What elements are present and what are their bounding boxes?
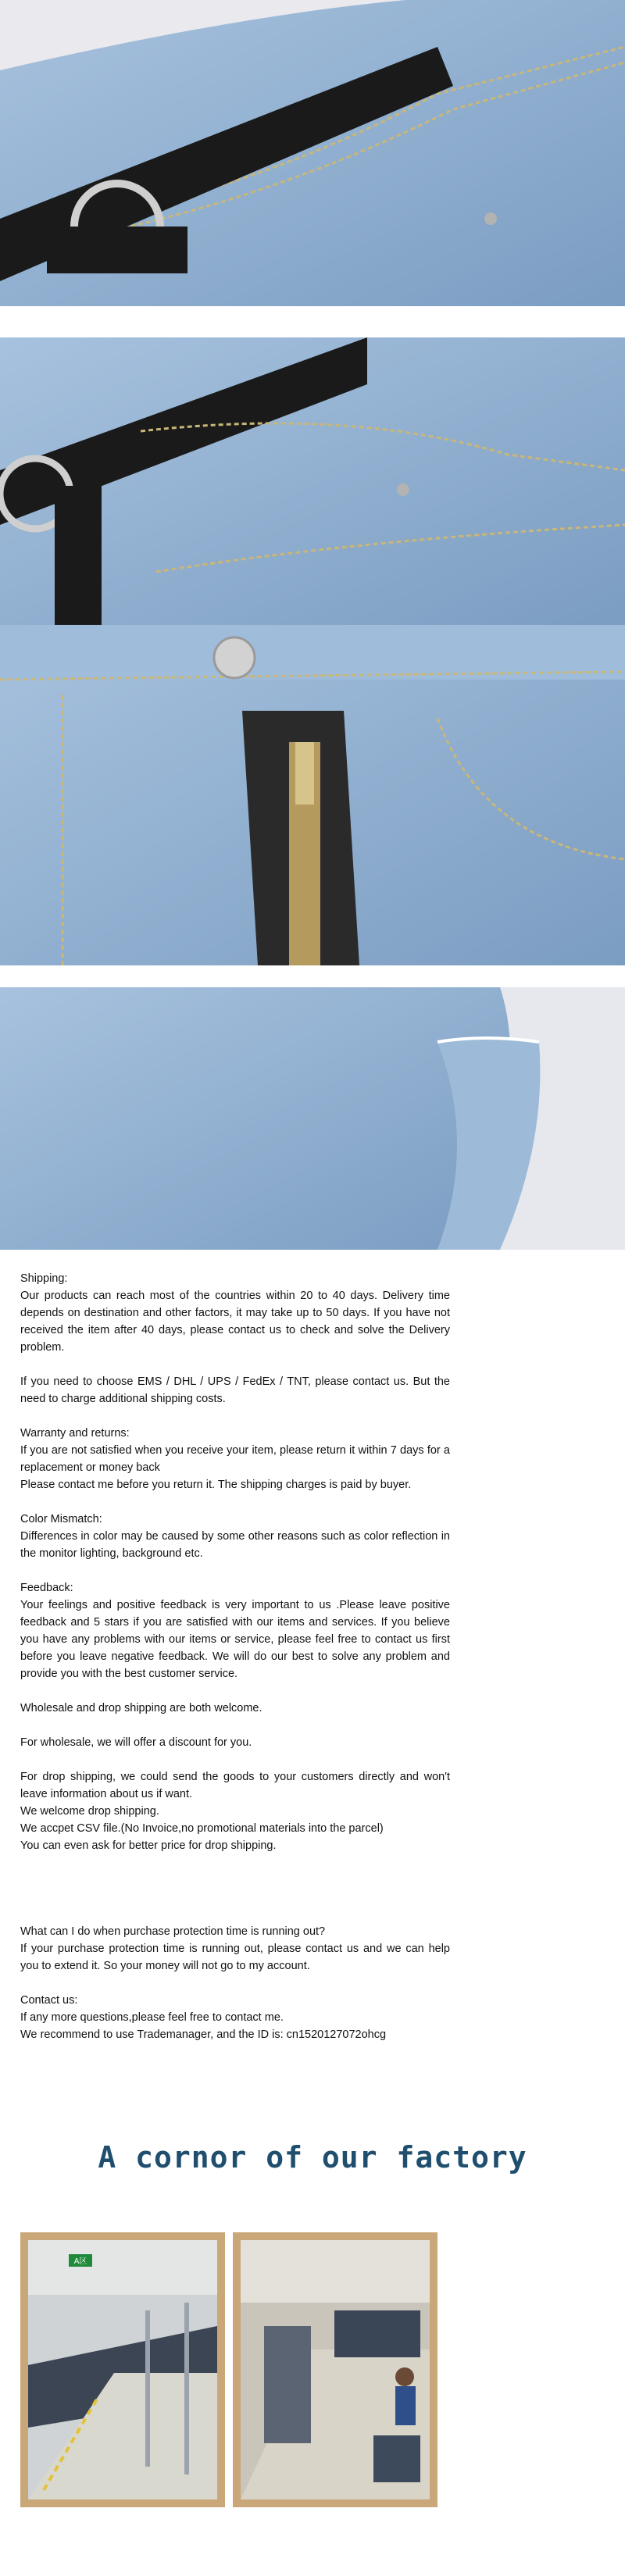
jeans-zipper-photo (0, 625, 625, 965)
paragraph-gap (20, 1562, 450, 1579)
policy-paragraph: Contact us: (20, 1994, 78, 2007)
policy-paragraph: Your feelings and positive feedback is very important to us .Please leave positive feedback and 5 stars if you are satisfied with our items and services. If you believe you have any problems with our items or service, please feel free to contact us first before you leave negative feedback. We will do our best to solve any problem and provide you with the best customer service. (20, 1599, 450, 1680)
factory-photo-right (233, 2232, 438, 2507)
cuff-photo-icon (0, 987, 625, 1250)
policy-paragraph: You can even ask for better price for drop shipping. (20, 1839, 277, 1852)
paragraph-gap (20, 1493, 450, 1511)
paragraph-gap (20, 1408, 450, 1425)
paragraph-gap (20, 1975, 450, 1992)
policy-paragraph: If you need to choose EMS / DHL / UPS / FedEx / TNT, please contact us. But the need to charge additional shipping costs. (20, 1375, 450, 1405)
policy-paragraph: If your purchase protection time is running out, please contact us and we can help you to extend it. So your money will not go to my account. (20, 1943, 450, 1972)
factory-title: A cornor of our factory (98, 2140, 527, 2175)
policy-paragraph: Wholesale and drop shipping are both welcome. (20, 1702, 262, 1714)
jeans-belt-photo-1 (0, 0, 625, 306)
paragraph-gap (20, 1889, 450, 1906)
policy-paragraph: We recommend to use Trademanager, and the ID is: cn1520127072ohcg (20, 2028, 387, 2041)
policy-paragraph: We welcome drop shipping. (20, 1805, 159, 1818)
policy-paragraph: For wholesale, we will offer a discount for you. (20, 1736, 252, 1749)
belt-pocket-photo-icon (0, 337, 625, 625)
policy-paragraph: What can I do when purchase protection time is running out? (20, 1925, 326, 1938)
policy-paragraph: If you are not satisfied when you receive your item, please return it within 7 days for a replacement or money back (20, 1444, 450, 1474)
factory-workers-photo-icon (241, 2240, 430, 2499)
jeans-belt-photo-2 (0, 337, 625, 625)
policy-paragraph: Please contact me before you return it. The shipping charges is paid by buyer. (20, 1479, 412, 1491)
paragraph-gap (20, 1854, 450, 1871)
belt-buckle-photo-icon (0, 0, 625, 306)
policy-paragraph: Our products can reach most of the countries within 20 to 40 days. Delivery time depends on destination and other factors, it may take up to 50 days. If you have not received the item after 40 days, please contact us to check and solve the Delivery problem. (20, 1290, 450, 1354)
policy-paragraph: If any more questions,please feel free to contact me. (20, 2011, 284, 2024)
policy-paragraph: We accpet CSV file.(No Invoice,no promotional materials into the parcel) (20, 1822, 384, 1835)
paragraph-gap (20, 1871, 450, 1889)
policy-paragraph: For drop shipping, we could send the goods to your customers directly and won't leave information about us if want. (20, 1771, 450, 1800)
factory-photo-left (20, 2232, 225, 2507)
factory-sign-text: A区 (73, 2257, 88, 2266)
jeans-cuff-photo (0, 987, 625, 1250)
factory-floor-photo-icon (28, 2240, 217, 2499)
paragraph-gap (20, 1717, 450, 1734)
zipper-photo-icon (0, 625, 625, 965)
paragraph-gap (20, 1356, 450, 1373)
policy-paragraph: Shipping: (20, 1272, 68, 1285)
policy-paragraph: Differences in color may be caused by some other reasons such as color reflection in the monitor lighting, background etc. (20, 1530, 450, 1560)
paragraph-gap (20, 1751, 450, 1768)
policy-paragraph: Color Mismatch: (20, 1513, 102, 1525)
paragraph-gap (20, 1906, 450, 1923)
seller-policy-text (20, 1270, 450, 2043)
policy-paragraph: Feedback: (20, 1582, 73, 1594)
policy-paragraph: Warranty and returns: (20, 1427, 130, 1440)
paragraph-gap (20, 1682, 450, 1700)
